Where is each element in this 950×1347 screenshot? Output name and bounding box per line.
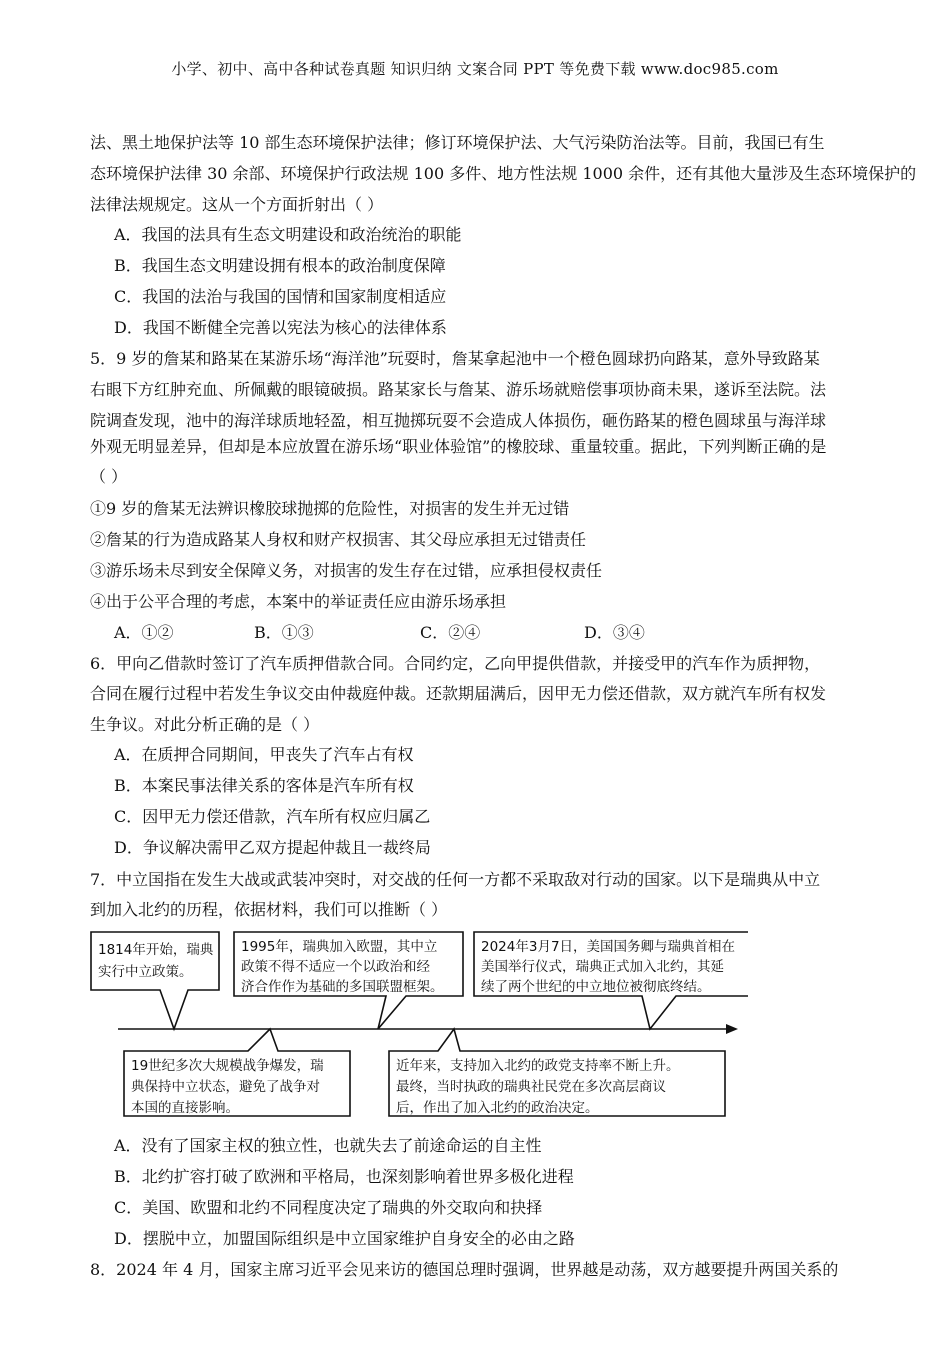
q7-option-d: D．摆脱中立，加盟国际组织是中立国家维护自身安全的必由之路 xyxy=(114,1229,575,1248)
page-header: 小学、初中、高中各种试卷真题 知识归纳 文案合同 PPT 等免费下载 www.doc985.com xyxy=(171,60,779,78)
q7-option-a: A．没有了国家主权的独立性，也就失去了前途命运的自主性 xyxy=(114,1136,542,1155)
timeline-recent-line: 近年来，支持加入北约的政党支持率不断上升。 xyxy=(396,1058,680,1074)
q6-option-a: A．在质押合同期间，甲丧失了汽车占有权 xyxy=(114,745,414,764)
q4-line: 法律法规规定。这从一个方面折射出（ ） xyxy=(90,195,384,214)
timeline-2024-line: 美国举行仪式，瑞典正式加入北约，其延 xyxy=(481,959,724,975)
q5-statement-1: ①9 岁的詹某无法辨识橡胶球抛掷的危险性，对损害的发生并无过错 xyxy=(90,499,570,518)
q8-line: 8．2024 年 4 月，国家主席习近平会见来访的德国总理时强调，世界越是动荡，双方越要提升两国关系的 xyxy=(90,1260,839,1279)
q5-line: 院调查发现，池中的海洋球质地轻盈，相互抛掷玩耍不会造成人体损伤，砸伤路某的橙色圆球虽与海洋球 xyxy=(90,411,827,430)
q5-line: 右眼下方红肿充血、所佩戴的眼镜破损。路某家长与詹某、游乐场就赔偿事项协商未果，遂诉至法院。法 xyxy=(90,380,827,399)
sweden-timeline-diagram xyxy=(88,928,748,1123)
q4-option-a: A．我国的法具有生态文明建设和政治统治的职能 xyxy=(114,225,462,244)
timeline-1995-line: 1995年，瑞典加入欧盟，其中立 xyxy=(241,939,438,955)
q7-line: 7．中立国指在发生大战或武装冲突时，对交战的任何一方都不采取敌对行动的国家。以下是瑞典从中立 xyxy=(90,870,821,889)
q5-line: 外观无明显差异，但却是本应放置在游乐场“职业体验馆”的橡胶球、重量较重。据此，下列判断正确的是 xyxy=(90,437,827,456)
q4-option-b: B．我国生态文明建设拥有根本的政治制度保障 xyxy=(114,256,446,275)
q7-option-c: C．美国、欧盟和北约不同程度决定了瑞典的外交取向和抉择 xyxy=(114,1198,543,1217)
timeline-box-1995 xyxy=(234,932,463,1029)
q4-line: 态环境保护法律 30 余部、环境保护行政法规 100 多件、地方性法规 1000 余件，还有其他大量涉及生态环境保护的 xyxy=(90,164,917,183)
timeline-1995-line: 政策不得不适应一个以政治和经 xyxy=(241,959,430,975)
q6-line: 生争议。对此分析正确的是（ ） xyxy=(90,715,320,734)
timeline-2024-line: 2024年3月7日，美国国务卿与瑞典首相在 xyxy=(481,939,736,955)
q6-option-b: B．本案民事法律关系的客体是汽车所有权 xyxy=(114,776,414,795)
q6-option-d: D．争议解决需甲乙双方提起仲裁且一裁终局 xyxy=(114,838,431,857)
timeline-1995-line: 济合作作为基础的多国联盟框架。 xyxy=(241,979,444,995)
timeline-box-19th-century xyxy=(124,1029,350,1116)
timeline-box-recent-years xyxy=(389,1029,725,1116)
q7-option-b: B．北约扩容打破了欧洲和平格局，也深刻影响着世界多极化进程 xyxy=(114,1167,574,1186)
timeline-19c-line: 典保持中立状态，避免了战争对 xyxy=(131,1079,320,1095)
q4-option-d: D．我国不断健全完善以宪法为核心的法律体系 xyxy=(114,318,447,337)
timeline-box-1814 xyxy=(91,932,219,1029)
q5-choice-d: D．③④ xyxy=(584,623,645,642)
q5-choice-a: A．①② xyxy=(114,623,174,642)
timeline-19c-line: 19世纪多次大规模战争爆发，瑞 xyxy=(131,1058,324,1074)
q5-choice-c: C．②④ xyxy=(420,623,481,642)
timeline-arrowhead xyxy=(726,1024,738,1034)
timeline-2024-line: 续了两个世纪的中立地位被彻底终结。 xyxy=(481,979,711,995)
q6-line: 合同在履行过程中若发生争议交由仲裁庭仲裁。还款期届满后，因甲无力偿还借款，双方就汽车所有权发 xyxy=(90,684,827,703)
q6-option-c: C．因甲无力偿还借款，汽车所有权应归属乙 xyxy=(114,807,431,826)
q5-statement-3: ③游乐场未尽到安全保障义务，对损害的发生存在过错，应承担侵权责任 xyxy=(90,561,603,580)
q5-line: （ ） xyxy=(90,467,128,486)
q4-option-c: C．我国的法治与我国的国情和国家制度相适应 xyxy=(114,287,447,306)
q6-line: 6．甲向乙借款时签订了汽车质押借款合同。合同约定，乙向甲提供借款，并接受甲的汽车作为质押物， xyxy=(90,654,821,673)
timeline-19c-line: 本国的直接影响。 xyxy=(131,1100,239,1116)
timeline-recent-line: 后，作出了加入北约的政治决定。 xyxy=(396,1100,599,1116)
timeline-box-2024 xyxy=(474,932,748,1029)
q5-statement-2: ②詹某的行为造成路某人身权和财产权损害、其父母应承担无过错责任 xyxy=(90,530,587,549)
timeline-1814-line: 1814年开始，瑞典 xyxy=(98,942,214,958)
q7-line: 到加入北约的历程，依据材料，我们可以推断（ ） xyxy=(90,900,448,919)
timeline-recent-line: 最终，当时执政的瑞典社民党在多次高层商议 xyxy=(396,1079,666,1095)
q5-choice-b: B．①③ xyxy=(254,623,314,642)
q5-line: 5．9 岁的詹某和路某在某游乐场“海洋池”玩耍时，詹某拿起池中一个橙色圆球扔向路某，意外导致路某 xyxy=(90,349,820,368)
timeline-1814-line: 实行中立政策。 xyxy=(98,964,193,980)
q4-line: 法、黑土地保护法等 10 部生态环境保护法律；修订环境保护法、大气污染防治法等。目前，我国已有生 xyxy=(90,133,825,152)
q5-statement-4: ④出于公平合理的考虑，本案中的举证责任应由游乐场承担 xyxy=(90,592,507,611)
